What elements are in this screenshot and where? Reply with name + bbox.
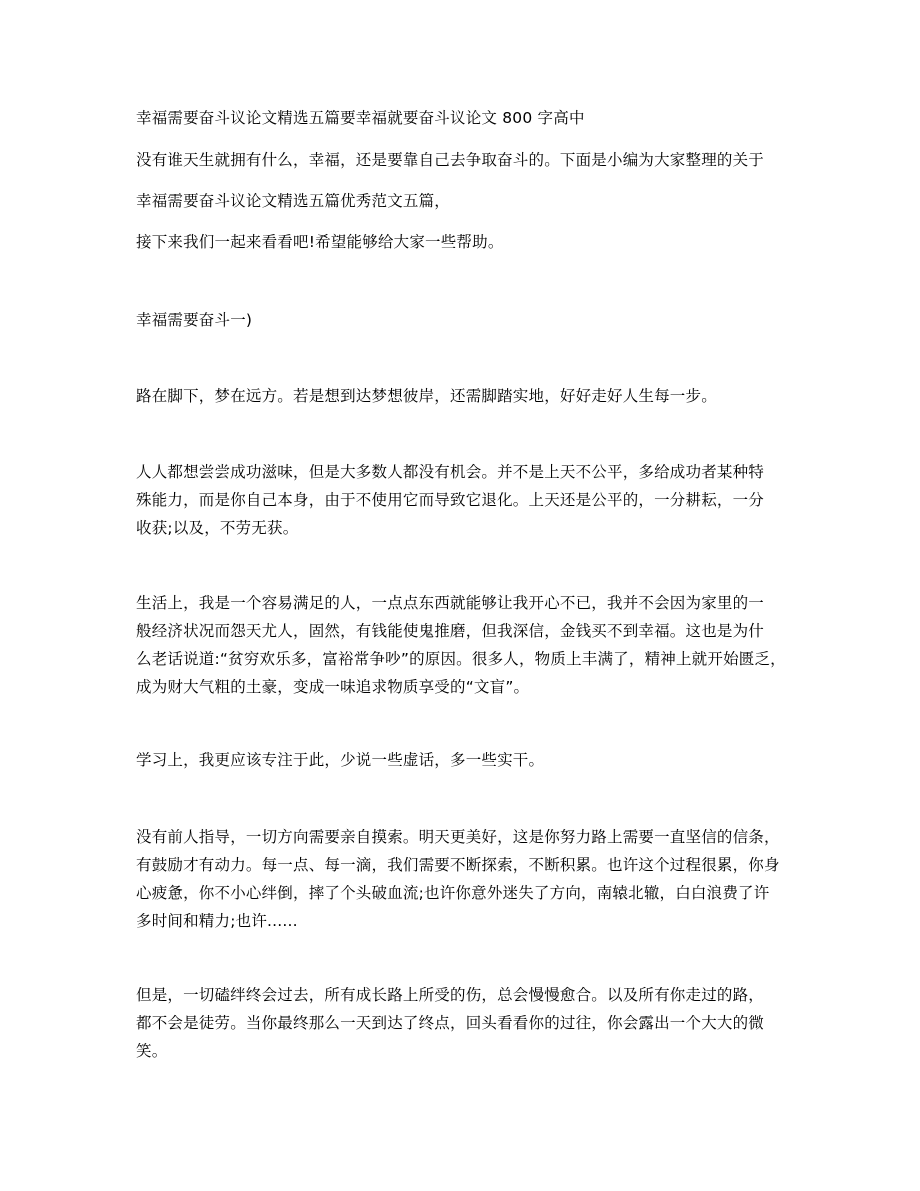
paragraph-line: 生活上，我是一个容易满足的人，一点点东西就能够让我开心不已，我并不会因为家里的一: [136, 594, 765, 612]
paragraph-line: 没有前人指导，一切方向需要亲自摸索。明天更美好，这是你努力路上需要一直坚信的信条，: [136, 828, 780, 846]
paragraph-6: [136, 981, 786, 1065]
paragraph-1: [136, 382, 786, 410]
paragraph-line: 但是，一切磕绊终会过去，所有成长路上所受的伤，总会慢慢愈合。以及所有你走过的路，: [136, 986, 765, 1004]
paragraph-line: 殊能力，而是你自己本身，由于不使用它而导致它退化。上天还是公平的，一分耕耘，一分: [136, 491, 765, 509]
paragraph-line: 有鼓励才有动力。每一点、每一滴，我们需要不断探索，不断积累。也许这个过程很累，你身: [136, 856, 780, 874]
intro-line: 幸福需要奋斗议论文精选五篇优秀范文五篇，: [136, 192, 451, 210]
paragraph-line: 学习上，我更应该专注于此，少说一些虚话，多一些实干。: [136, 751, 545, 769]
paragraph-line: 人人都想尝尝成功滋味，但是大多数人都没有机会。并不是上天不公平，多给成功者某种特: [136, 463, 765, 481]
paragraph-line: 路在脚下，梦在远方。若是想到达梦想彼岸，还需脚踏实地，好好走好人生每一步。: [136, 387, 717, 405]
intro-line: 没有谁天生就拥有什么，幸福，还是要靠自己去争取奋斗的。下面是小编为大家整理的关于: [136, 151, 765, 169]
section-heading: 幸福需要奋斗一): [136, 311, 253, 329]
paragraph-line: 笑。: [136, 1042, 168, 1060]
paragraph-line: 多时间和精力;也许......: [136, 912, 298, 930]
paragraph-line: 心疲惫，你不小心绊倒，摔了个头破血流;也许你意外迷失了方向，南辕北辙，白白浪费了许: [136, 884, 770, 902]
paragraph-line: 般经济状况而怨天尤人，固然，有钱能使鬼推磨，但我深信，金钱买不到幸福。这也是为什: [136, 622, 765, 640]
intro-line: 接下来我们一起来看看吧!希望能够给大家一些帮助。: [136, 233, 504, 251]
document-title: 幸福需要奋斗议论文精选五篇要幸福就要奋斗议论文 800 字高中: [136, 109, 585, 127]
paragraph-2: [136, 458, 786, 542]
paragraph-line: 么老话说道:“贫穷欢乐多，富裕常争吵”的原因。很多人，物质上丰满了，精神上就开始匮乏，: [136, 650, 786, 668]
paragraph-line: 收获;以及，不劳无获。: [136, 519, 299, 537]
paragraph-3: [136, 589, 786, 701]
paragraph-line: 成为财大气粗的土豪，变成一味追求物质享受的“文盲”。: [136, 678, 530, 696]
paragraph-5: [136, 823, 786, 935]
paragraph-line: 都不会是徒劳。当你最终那么一天到达了终点，回头看看你的过往，你会露出一个大大的微: [136, 1014, 765, 1032]
paragraph-4: [136, 746, 786, 774]
